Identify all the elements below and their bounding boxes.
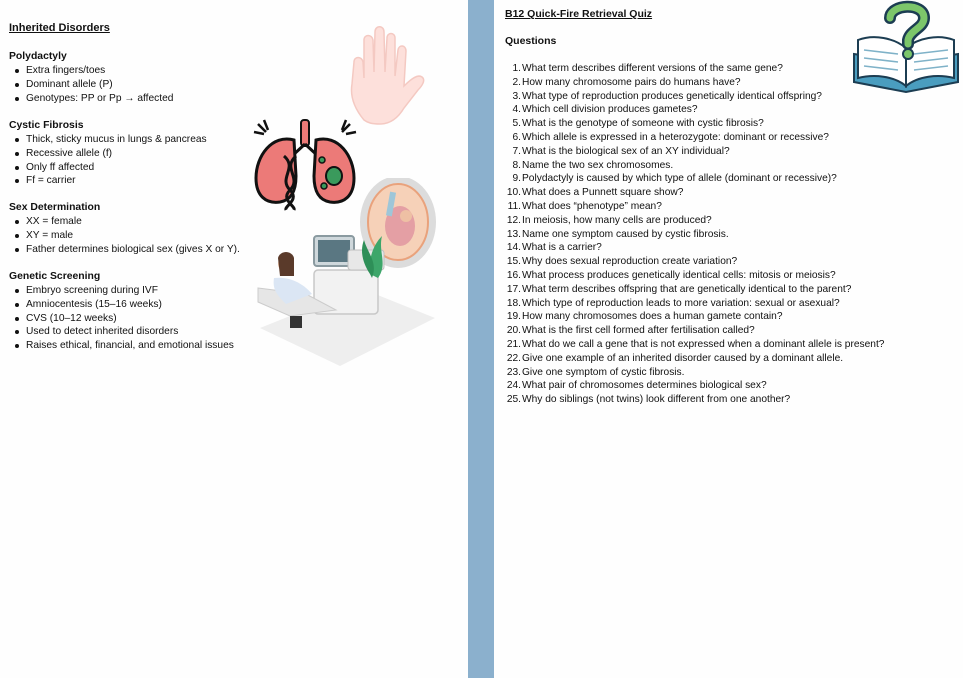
list-item: Recessive allele (f)	[9, 147, 207, 161]
question-number: 6.	[512, 131, 521, 143]
question-text: Polydactyly is caused by which type of allele (dominant or recessive)?	[522, 173, 837, 185]
question-text: In meiosis, how many cells are produced?	[522, 214, 712, 226]
question-text: What is a carrier?	[522, 242, 602, 254]
question-number: 7.	[512, 145, 521, 157]
section-heading: Sex Determination	[9, 202, 101, 213]
question-item	[505, 283, 884, 297]
question-item	[505, 269, 884, 283]
question-item	[505, 186, 884, 200]
question-text: Why do siblings (not twins) look different from one another?	[522, 394, 791, 406]
question-number: 16.	[506, 269, 521, 281]
question-item	[505, 159, 884, 173]
question-text: What term describes offspring that are genetically identical to the parent?	[522, 283, 852, 295]
question-number: 24.	[506, 380, 521, 392]
question-number: 25.	[506, 394, 521, 406]
list-item: Thick, sticky mucus in lungs & pancreas	[9, 133, 207, 147]
question-text: Name the two sex chromosomes.	[522, 159, 674, 171]
question-number: 20.	[506, 325, 521, 337]
question-number: 9.	[512, 173, 521, 185]
question-text: How many chromosomes does a human gamete contain?	[522, 311, 783, 323]
list-item: Embryo screening during IVF	[9, 284, 234, 298]
question-item	[505, 103, 884, 117]
question-text: What does a Punnett square show?	[522, 187, 684, 199]
question-item	[505, 338, 884, 352]
question-text: What is the biological sex of an XY individual?	[522, 145, 730, 157]
section-polydactyly	[9, 51, 173, 105]
question-number: 8.	[512, 159, 521, 171]
question-text: Why does sexual reproduction create variation?	[522, 256, 738, 268]
question-text: Which allele is expressed in a heterozygote: dominant or recessive?	[522, 131, 829, 143]
section-cystic-fibrosis	[9, 120, 207, 188]
section-heading: Genetic Screening	[9, 271, 101, 282]
list-item: Only ff affected	[9, 161, 207, 175]
quiz-title: B12 Quick-Fire Retrieval Quiz	[505, 8, 653, 20]
question-text: What type of reproduction produces genetically identical offspring?	[522, 90, 822, 102]
question-text: What is the genotype of someone with cystic fibrosis?	[522, 118, 764, 130]
list-item: Ff = carrier	[9, 174, 207, 188]
question-number: 14.	[506, 242, 521, 254]
question-item	[505, 214, 884, 228]
question-number: 18.	[506, 297, 521, 309]
list-item: XY = male	[9, 229, 240, 243]
question-item	[505, 131, 884, 145]
question-number: 15.	[506, 256, 521, 268]
question-text: What is the first cell formed after fertilisation called?	[522, 325, 755, 337]
list-item: CVS (10–12 weeks)	[9, 312, 234, 326]
question-item	[505, 228, 884, 242]
list-item: Amniocentesis (15–16 weeks)	[9, 298, 234, 312]
question-number: 1.	[512, 63, 521, 74]
notes-panel	[0, 0, 468, 678]
question-item	[505, 297, 884, 311]
question-number: 5.	[512, 118, 521, 130]
question-item	[505, 145, 884, 159]
list-item: Dominant allele (P)	[9, 78, 173, 92]
question-item	[505, 200, 884, 214]
question-item	[505, 117, 884, 131]
question-text: Which cell division produces gametes?	[522, 104, 698, 116]
list-item: XX = female	[9, 215, 240, 229]
question-text: Name one symptom caused by cystic fibrosis.	[522, 228, 729, 240]
section-heading: Polydactyly	[9, 51, 67, 62]
question-number: 2.	[512, 76, 521, 88]
question-item	[505, 366, 884, 380]
questions-heading: Questions	[505, 35, 557, 47]
list-item: Raises ethical, financial, and emotional issues	[9, 339, 234, 353]
hand-icon	[342, 22, 428, 128]
question-text: What process produces genetically identical cells: mitosis or meiosis?	[522, 269, 836, 281]
list-item: Extra fingers/toes	[9, 64, 173, 78]
question-number: 19.	[506, 311, 521, 323]
question-item	[505, 255, 884, 269]
question-number: 10.	[506, 187, 521, 199]
list-item: Used to detect inherited disorders	[9, 325, 234, 339]
question-item	[505, 62, 884, 76]
question-number: 21.	[506, 338, 521, 350]
question-text: How many chromosome pairs do humans have?	[522, 76, 741, 88]
question-number: 13.	[506, 228, 521, 240]
question-number: 17.	[506, 283, 521, 295]
question-item	[505, 172, 884, 186]
section-sex-determination	[9, 202, 240, 256]
quiz-panel	[494, 0, 963, 678]
question-item	[505, 90, 884, 104]
list-item: Genotypes: PP or Pp → affected	[9, 92, 173, 106]
question-text: What pair of chromosomes determines biological sex?	[522, 380, 767, 392]
notes-title: Inherited Disorders	[9, 22, 110, 34]
question-text: What do we call a gene that is not expressed when a dominant allele is present?	[522, 338, 885, 350]
section-genetic-screening	[9, 271, 234, 353]
column-divider	[468, 0, 494, 678]
question-text: Give one example of an inherited disorder caused by a dominant allele.	[522, 352, 844, 364]
question-text: What does “phenotype” mean?	[522, 200, 662, 212]
question-item	[505, 241, 884, 255]
question-number: 3.	[512, 90, 521, 102]
ultrasound-scan-icon	[250, 178, 440, 368]
list-item: Father determines biological sex (gives X or Y).	[9, 243, 240, 257]
question-number: 23.	[506, 366, 521, 378]
question-item	[505, 352, 884, 366]
question-list	[505, 62, 884, 407]
question-item	[505, 310, 884, 324]
question-number: 11.	[507, 200, 521, 212]
question-item	[505, 324, 884, 338]
question-text: Give one symptom of cystic fibrosis.	[522, 366, 685, 378]
question-number: 12.	[506, 214, 521, 226]
question-item	[505, 76, 884, 90]
question-number: 4.	[512, 104, 521, 116]
section-heading: Cystic Fibrosis	[9, 120, 84, 131]
question-text: Which type of reproduction leads to more variation: sexual or asexual?	[522, 297, 840, 309]
question-item	[505, 379, 884, 393]
question-text: What term describes different versions of the same gene?	[522, 63, 783, 74]
question-item	[505, 393, 884, 407]
question-number: 22.	[506, 352, 521, 364]
